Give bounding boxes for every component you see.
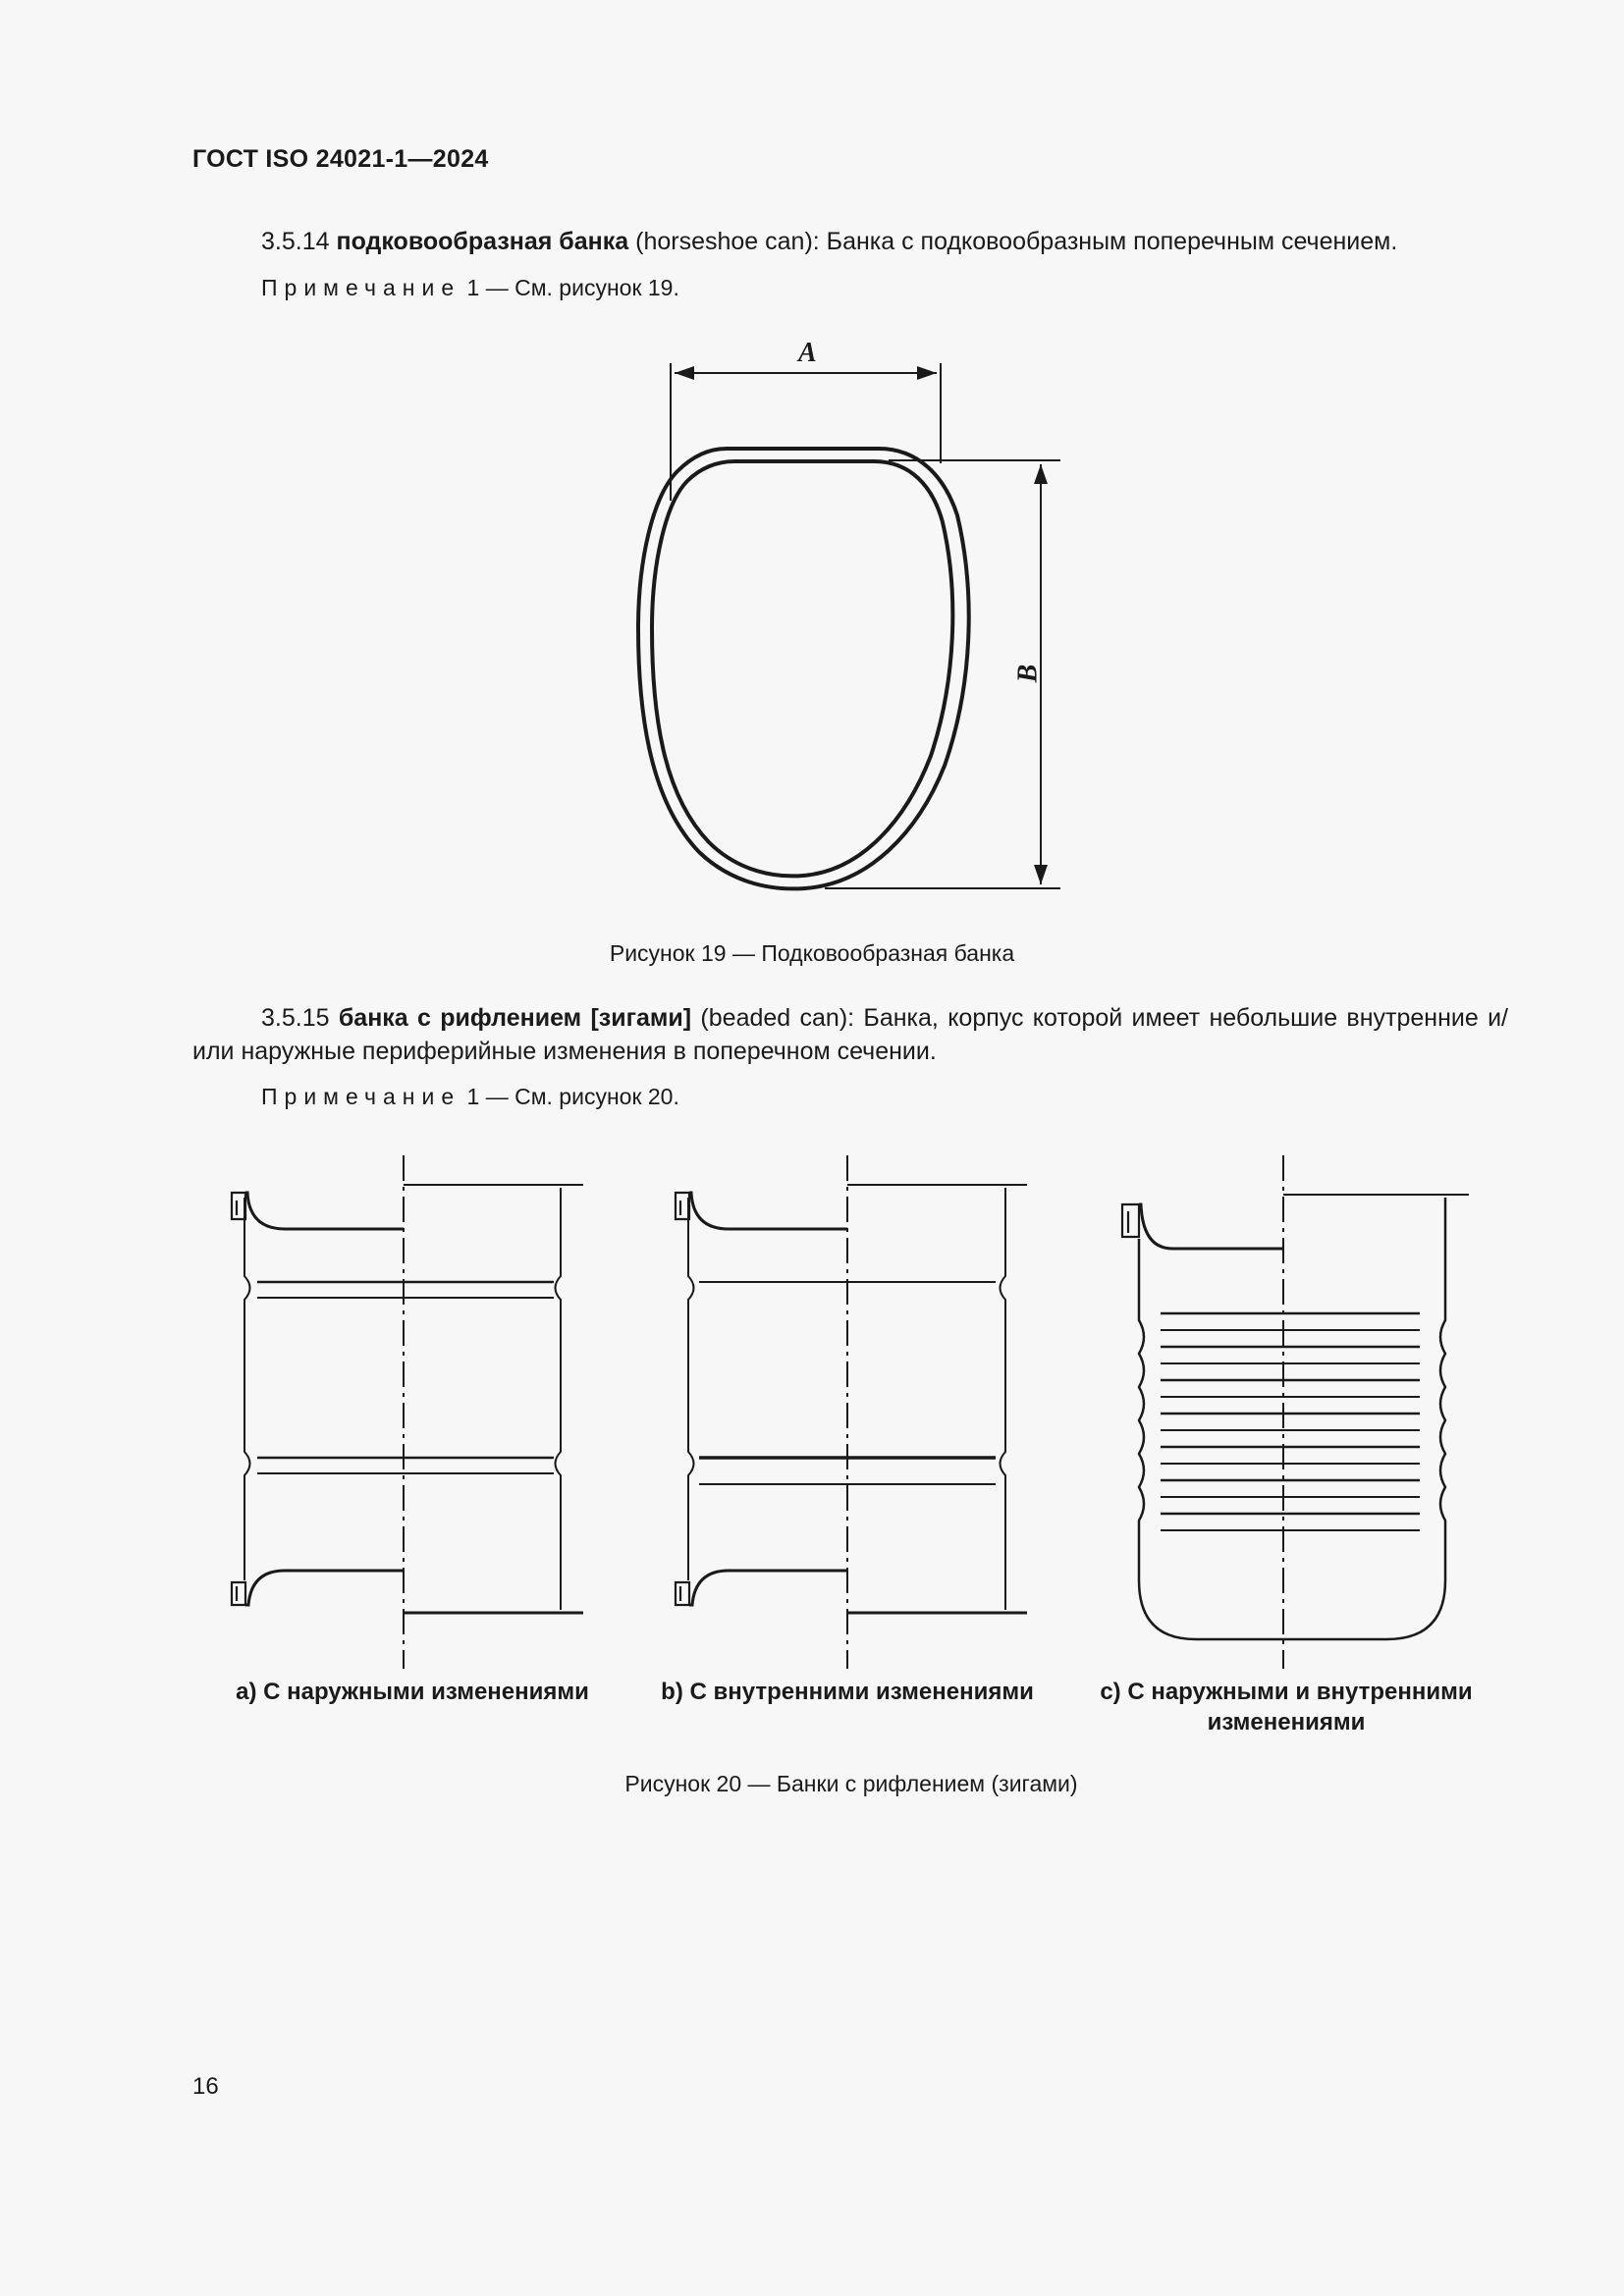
note-label: Примечание: [261, 275, 461, 300]
figure-19-caption: Рисунок 19 — Подковообразная банка: [609, 940, 1015, 966]
beaded-can-b: [676, 1155, 1027, 1669]
term: подковообразная банка: [336, 228, 629, 255]
subcaption-a: a) С наружными изменениями: [236, 1679, 589, 1705]
subcaption-b: b) С внутренними изменениями: [661, 1679, 1034, 1705]
section-3-5-15: [192, 1001, 1508, 1068]
document-header: ГОСТ ISO 24021-1—2024: [192, 145, 489, 173]
note-text: 1 — См. рисунок 19.: [460, 275, 679, 300]
beaded-can-a: [232, 1155, 583, 1669]
horseshoe-can-outline: [638, 449, 969, 888]
note-figure-20: [261, 1084, 679, 1110]
section-3-5-14: [192, 225, 1508, 258]
note-text: 1 — См. рисунок 20.: [460, 1084, 679, 1109]
horseshoe-outer-contour: [638, 449, 969, 888]
page-number: 16: [192, 2073, 219, 2100]
subcaption-c-line2: изменениями: [1207, 1709, 1366, 1735]
note-label: Примечание: [261, 1084, 461, 1109]
term: банка с рифлением [зигами]: [338, 1004, 692, 1032]
subcaption-c: [1090, 1677, 1483, 1737]
dimension-label-b: B: [1012, 664, 1044, 683]
subcaption-c-line1: c) С наружными и внутренними: [1100, 1679, 1473, 1705]
note-figure-19: [261, 275, 679, 301]
section-number: 3.5.14: [261, 228, 330, 255]
horseshoe-inner-contour: [652, 461, 952, 876]
dimension-label-a: A: [798, 338, 817, 368]
dimension-lines: [671, 363, 1060, 888]
beaded-can-c: [1122, 1155, 1469, 1669]
term-definition: (horseshoe can): Банка с подковообразным поперечным сечением.: [628, 228, 1398, 255]
term-definition: (beaded can): Банка, корпус которой имеет небольшие внутренние и/или наружные периферийные изменения в поперечном сечении.: [192, 1004, 1508, 1065]
section-number: 3.5.15: [261, 1004, 330, 1032]
figure-20-caption: Рисунок 20 — Банки с рифлением (зигами): [624, 1771, 1078, 1796]
